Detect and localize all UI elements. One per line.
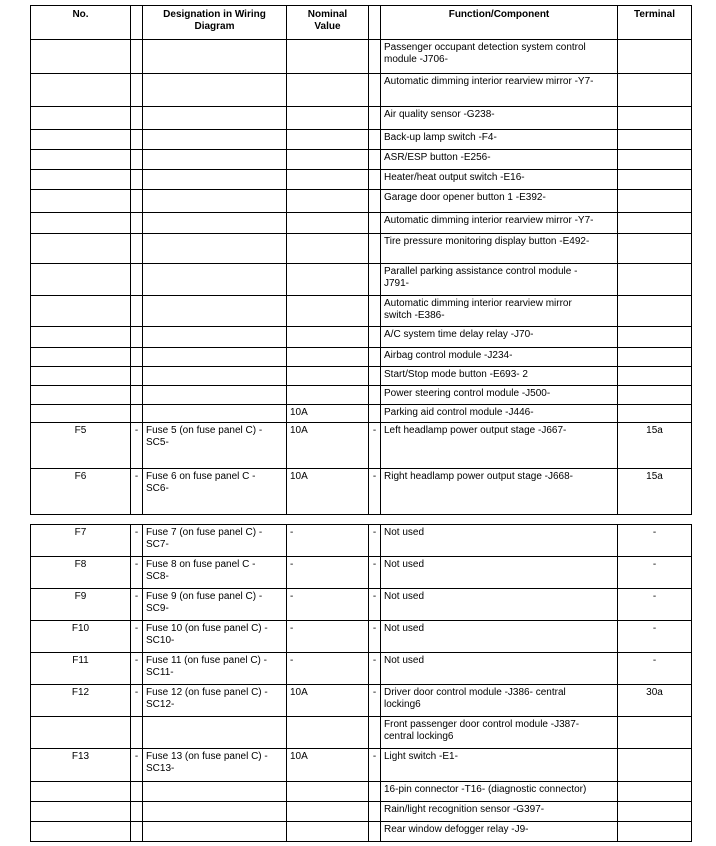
table-row (31, 190, 692, 213)
cell-terminal (618, 386, 692, 405)
cell-designation (143, 190, 287, 213)
table-row (31, 107, 692, 130)
cell-terminal (618, 749, 692, 782)
cell-dash-1 (131, 327, 143, 348)
cell-designation (143, 130, 287, 150)
cell-dash-2: - (369, 621, 381, 653)
cell-dash-2: - (369, 589, 381, 621)
cell-fuse-number: F13 (31, 749, 131, 782)
cell-designation (143, 802, 287, 822)
cell-nominal-value (287, 190, 369, 213)
cell-fuse-number (31, 386, 131, 405)
cell-terminal (618, 130, 692, 150)
cell-designation (143, 423, 287, 469)
cell-function-component (381, 557, 618, 589)
cell-nominal-value: - (287, 653, 369, 685)
cell-function-component (381, 130, 618, 150)
cell-fuse-number: F7 (31, 525, 131, 557)
cell-function-component (381, 822, 618, 842)
function-component-text: Rear window defogger relay -J9- (384, 824, 529, 835)
designation-text: Fuse 5 (on fuse panel C) -SC5- (146, 425, 263, 448)
cell-designation (143, 405, 287, 423)
cell-fuse-number (31, 802, 131, 822)
cell-dash-1: - (131, 621, 143, 653)
cell-nominal-value (287, 802, 369, 822)
cell-nominal-value (287, 367, 369, 386)
cell-dash-1 (131, 130, 143, 150)
function-component-text: Garage door opener button 1 -E392- (384, 192, 546, 203)
function-component-text: Driver door control module -J386- central locking6 (384, 687, 566, 710)
cell-function-component (381, 423, 618, 469)
cell-function-component (381, 296, 618, 327)
table-row (31, 130, 692, 150)
cell-dash-2 (369, 782, 381, 802)
table-row (31, 717, 692, 749)
cell-terminal: - (618, 653, 692, 685)
cell-nominal-value: 10A (287, 405, 369, 423)
cell-nominal-value (287, 822, 369, 842)
function-component-text: Parking aid control module -J446- (384, 407, 534, 418)
cell-fuse-number (31, 264, 131, 296)
cell-designation (143, 685, 287, 717)
cell-function-component (381, 685, 618, 717)
cell-nominal-value (287, 150, 369, 170)
cell-nominal-value (287, 296, 369, 327)
cell-designation (143, 74, 287, 107)
cell-fuse-number (31, 150, 131, 170)
cell-dash-1 (131, 170, 143, 190)
cell-dash-1: - (131, 749, 143, 782)
cell-function-component (381, 150, 618, 170)
cell-function-component (381, 802, 618, 822)
cell-terminal: - (618, 557, 692, 589)
cell-function-component (381, 749, 618, 782)
cell-fuse-number: F9 (31, 589, 131, 621)
function-component-text: Right headlamp power output stage -J668- (384, 471, 574, 482)
cell-dash-2 (369, 802, 381, 822)
function-component-text: ASR/ESP button -E256- (384, 152, 491, 163)
cell-dash-2 (369, 74, 381, 107)
cell-dash-1: - (131, 589, 143, 621)
function-component-text: 16-pin connector -T16- (diagnostic connector) (384, 784, 587, 795)
designation-text: Fuse 11 (on fuse panel C) -SC11- (146, 655, 267, 678)
cell-terminal (618, 327, 692, 348)
cell-dash-2 (369, 367, 381, 386)
cell-terminal (618, 782, 692, 802)
cell-function-component (381, 234, 618, 264)
cell-nominal-value (287, 348, 369, 367)
cell-dash-1 (131, 40, 143, 74)
cell-function-component (381, 170, 618, 190)
cell-dash-1 (131, 190, 143, 213)
cell-dash-1: - (131, 557, 143, 589)
cell-nominal-value (287, 40, 369, 74)
cell-terminal (618, 717, 692, 749)
function-component-text: Automatic dimming interior rearview mirror -Y7- (384, 76, 594, 87)
table-row (31, 685, 692, 717)
cell-dash-2 (369, 40, 381, 74)
cell-function-component (381, 525, 618, 557)
cell-nominal-value (287, 327, 369, 348)
table-row (31, 749, 692, 782)
designation-text: Fuse 8 on fuse panel C -SC8- (146, 559, 256, 582)
header-separator-1 (131, 6, 143, 40)
cell-fuse-number (31, 717, 131, 749)
table-row (31, 423, 692, 469)
cell-dash-1 (131, 264, 143, 296)
cell-nominal-value (287, 130, 369, 150)
cell-fuse-number (31, 782, 131, 802)
cell-fuse-number: F8 (31, 557, 131, 589)
cell-dash-1 (131, 150, 143, 170)
cell-terminal: 30a (618, 685, 692, 717)
table-row (31, 386, 692, 405)
cell-dash-1 (131, 822, 143, 842)
cell-function-component (381, 469, 618, 515)
cell-fuse-number (31, 348, 131, 367)
cell-function-component (381, 367, 618, 386)
cell-dash-2 (369, 822, 381, 842)
cell-fuse-number (31, 234, 131, 264)
function-component-text: Air quality sensor -G238- (384, 109, 495, 120)
cell-function-component (381, 653, 618, 685)
header-function-component: Function/Component (381, 6, 618, 40)
cell-fuse-number: F11 (31, 653, 131, 685)
cell-dash-2 (369, 327, 381, 348)
cell-designation (143, 749, 287, 782)
function-component-text: Rain/light recognition sensor -G397- (384, 804, 545, 815)
cell-dash-2 (369, 130, 381, 150)
cell-function-component (381, 40, 618, 74)
cell-nominal-value (287, 264, 369, 296)
cell-function-component (381, 717, 618, 749)
cell-terminal (618, 264, 692, 296)
designation-text: Fuse 12 (on fuse panel C) -SC12- (146, 687, 268, 710)
table-section-gap (31, 515, 692, 525)
cell-function-component (381, 213, 618, 234)
cell-designation (143, 782, 287, 802)
header-nominal-value (287, 6, 369, 40)
cell-designation (143, 296, 287, 327)
cell-fuse-number (31, 405, 131, 423)
cell-dash-2: - (369, 469, 381, 515)
cell-nominal-value: 10A (287, 469, 369, 515)
cell-nominal-value: 10A (287, 423, 369, 469)
cell-fuse-number: F10 (31, 621, 131, 653)
function-component-text: Tire pressure monitoring display button -E492- (384, 236, 590, 247)
designation-text: Fuse 6 on fuse panel C -SC6- (146, 471, 256, 494)
cell-terminal: 15a (618, 469, 692, 515)
cell-dash-1 (131, 107, 143, 130)
cell-function-component (381, 348, 618, 367)
function-component-text: Not used (384, 655, 425, 666)
cell-terminal (618, 170, 692, 190)
cell-dash-1 (131, 348, 143, 367)
cell-dash-2 (369, 150, 381, 170)
table-row (31, 213, 692, 234)
cell-terminal (618, 405, 692, 423)
cell-fuse-number (31, 296, 131, 327)
cell-terminal (618, 150, 692, 170)
cell-nominal-value: - (287, 557, 369, 589)
cell-function-component (381, 386, 618, 405)
cell-fuse-number (31, 107, 131, 130)
cell-fuse-number (31, 40, 131, 74)
table-section-gap-cell (31, 515, 692, 525)
cell-dash-2 (369, 264, 381, 296)
cell-dash-2 (369, 234, 381, 264)
cell-fuse-number (31, 213, 131, 234)
function-component-text: Start/Stop mode button -E693- 2 (384, 369, 528, 380)
cell-designation (143, 367, 287, 386)
cell-nominal-value (287, 74, 369, 107)
cell-terminal (618, 213, 692, 234)
cell-dash-1 (131, 234, 143, 264)
table-body (31, 40, 692, 842)
function-component-text: Not used (384, 527, 425, 538)
cell-designation (143, 653, 287, 685)
cell-dash-1 (131, 802, 143, 822)
cell-nominal-value: - (287, 589, 369, 621)
cell-fuse-number (31, 190, 131, 213)
cell-designation (143, 107, 287, 130)
table-row (31, 348, 692, 367)
cell-fuse-number: F5 (31, 423, 131, 469)
table-row (31, 234, 692, 264)
designation-text: Fuse 7 (on fuse panel C) -SC7- (146, 527, 263, 550)
function-component-text: Not used (384, 559, 425, 570)
cell-dash-2 (369, 717, 381, 749)
designation-text: Fuse 13 (on fuse panel C) -SC13- (146, 751, 268, 774)
cell-terminal (618, 367, 692, 386)
cell-designation (143, 264, 287, 296)
table-row (31, 802, 692, 822)
cell-terminal: 15a (618, 423, 692, 469)
cell-dash-2 (369, 386, 381, 405)
cell-nominal-value (287, 213, 369, 234)
function-component-text: Power steering control module -J500- (384, 388, 551, 399)
cell-terminal (618, 74, 692, 107)
cell-dash-2: - (369, 423, 381, 469)
table-row (31, 170, 692, 190)
cell-dash-2 (369, 405, 381, 423)
cell-fuse-number: F12 (31, 685, 131, 717)
cell-terminal (618, 802, 692, 822)
cell-terminal (618, 190, 692, 213)
cell-function-component (381, 107, 618, 130)
header-nominal-value-text: Nominal Value (307, 9, 348, 32)
cell-dash-2 (369, 190, 381, 213)
fuse-assignment-table (30, 5, 692, 842)
cell-nominal-value: - (287, 525, 369, 557)
cell-function-component (381, 782, 618, 802)
cell-designation (143, 822, 287, 842)
cell-dash-1 (131, 717, 143, 749)
cell-dash-2: - (369, 525, 381, 557)
cell-dash-2: - (369, 653, 381, 685)
table-row (31, 296, 692, 327)
table-header-row (31, 6, 692, 40)
cell-dash-2: - (369, 685, 381, 717)
cell-dash-2: - (369, 557, 381, 589)
cell-terminal (618, 822, 692, 842)
cell-nominal-value (287, 234, 369, 264)
cell-dash-1 (131, 367, 143, 386)
cell-dash-2 (369, 296, 381, 327)
table-row (31, 621, 692, 653)
cell-terminal (618, 234, 692, 264)
cell-dash-1: - (131, 525, 143, 557)
cell-designation (143, 170, 287, 190)
function-component-text: Light switch -E1- (384, 751, 458, 762)
cell-dash-2 (369, 348, 381, 367)
cell-dash-1: - (131, 685, 143, 717)
cell-nominal-value (287, 386, 369, 405)
cell-dash-1: - (131, 469, 143, 515)
cell-fuse-number (31, 327, 131, 348)
cell-terminal: - (618, 589, 692, 621)
cell-nominal-value (287, 170, 369, 190)
table-row (31, 653, 692, 685)
cell-function-component (381, 589, 618, 621)
cell-designation (143, 557, 287, 589)
cell-designation (143, 327, 287, 348)
function-component-text: Passenger occupant detection system control module -J706- (384, 42, 586, 65)
cell-designation (143, 150, 287, 170)
cell-dash-1 (131, 405, 143, 423)
cell-function-component (381, 621, 618, 653)
designation-text: Fuse 9 (on fuse panel C) -SC9- (146, 591, 263, 614)
cell-nominal-value (287, 717, 369, 749)
function-component-text: Not used (384, 591, 425, 602)
table-row (31, 469, 692, 515)
cell-dash-1 (131, 74, 143, 107)
cell-designation (143, 589, 287, 621)
cell-nominal-value (287, 782, 369, 802)
table-row (31, 822, 692, 842)
cell-terminal (618, 296, 692, 327)
table-row (31, 405, 692, 423)
cell-fuse-number (31, 367, 131, 386)
cell-function-component (381, 264, 618, 296)
cell-nominal-value (287, 107, 369, 130)
cell-nominal-value: 10A (287, 685, 369, 717)
function-component-text: Heater/heat output switch -E16- (384, 172, 525, 183)
function-component-text: Automatic dimming interior rearview mirror -Y7- (384, 215, 594, 226)
cell-dash-1: - (131, 423, 143, 469)
cell-fuse-number (31, 822, 131, 842)
cell-terminal: - (618, 525, 692, 557)
table-row (31, 525, 692, 557)
table-row (31, 150, 692, 170)
cell-fuse-number: F6 (31, 469, 131, 515)
cell-fuse-number (31, 170, 131, 190)
cell-dash-2: - (369, 749, 381, 782)
header-separator-2 (369, 6, 381, 40)
function-component-text: Left headlamp power output stage -J667- (384, 425, 567, 436)
table-row (31, 74, 692, 107)
cell-dash-1: - (131, 653, 143, 685)
cell-designation (143, 348, 287, 367)
header-no: No. (31, 6, 131, 40)
cell-designation (143, 525, 287, 557)
cell-function-component (381, 327, 618, 348)
cell-dash-1 (131, 782, 143, 802)
cell-terminal (618, 107, 692, 130)
cell-dash-2 (369, 213, 381, 234)
cell-terminal (618, 348, 692, 367)
cell-dash-2 (369, 107, 381, 130)
cell-terminal (618, 40, 692, 74)
cell-designation (143, 386, 287, 405)
cell-dash-1 (131, 296, 143, 327)
function-component-text: Parallel parking assistance control module -J791- (384, 266, 578, 289)
cell-designation (143, 213, 287, 234)
header-terminal: Terminal (618, 6, 692, 40)
cell-terminal: - (618, 621, 692, 653)
cell-designation (143, 40, 287, 74)
cell-designation (143, 234, 287, 264)
header-designation-text: Designation in Wiring Diagram (163, 9, 266, 32)
cell-nominal-value: - (287, 621, 369, 653)
table-row (31, 782, 692, 802)
function-component-text: Back-up lamp switch -F4- (384, 132, 497, 143)
table-header (31, 6, 692, 40)
cell-dash-1 (131, 386, 143, 405)
header-designation (143, 6, 287, 40)
table-row (31, 327, 692, 348)
table-row (31, 557, 692, 589)
cell-fuse-number (31, 74, 131, 107)
table-row (31, 367, 692, 386)
table-row (31, 589, 692, 621)
function-component-text: Automatic dimming interior rearview mirror switch -E386- (384, 298, 572, 321)
function-component-text: Airbag control module -J234- (384, 350, 513, 361)
cell-designation (143, 621, 287, 653)
table-row (31, 264, 692, 296)
function-component-text: A/C system time delay relay -J70- (384, 329, 534, 340)
cell-dash-2 (369, 170, 381, 190)
function-component-text: Not used (384, 623, 425, 634)
table-row (31, 40, 692, 74)
function-component-text: Front passenger door control module -J387- central locking6 (384, 719, 580, 742)
cell-function-component (381, 190, 618, 213)
cell-dash-1 (131, 213, 143, 234)
designation-text: Fuse 10 (on fuse panel C) -SC10- (146, 623, 268, 646)
cell-nominal-value: 10A (287, 749, 369, 782)
cell-function-component (381, 74, 618, 107)
cell-function-component (381, 405, 618, 423)
cell-fuse-number (31, 130, 131, 150)
cell-designation (143, 469, 287, 515)
cell-designation (143, 717, 287, 749)
